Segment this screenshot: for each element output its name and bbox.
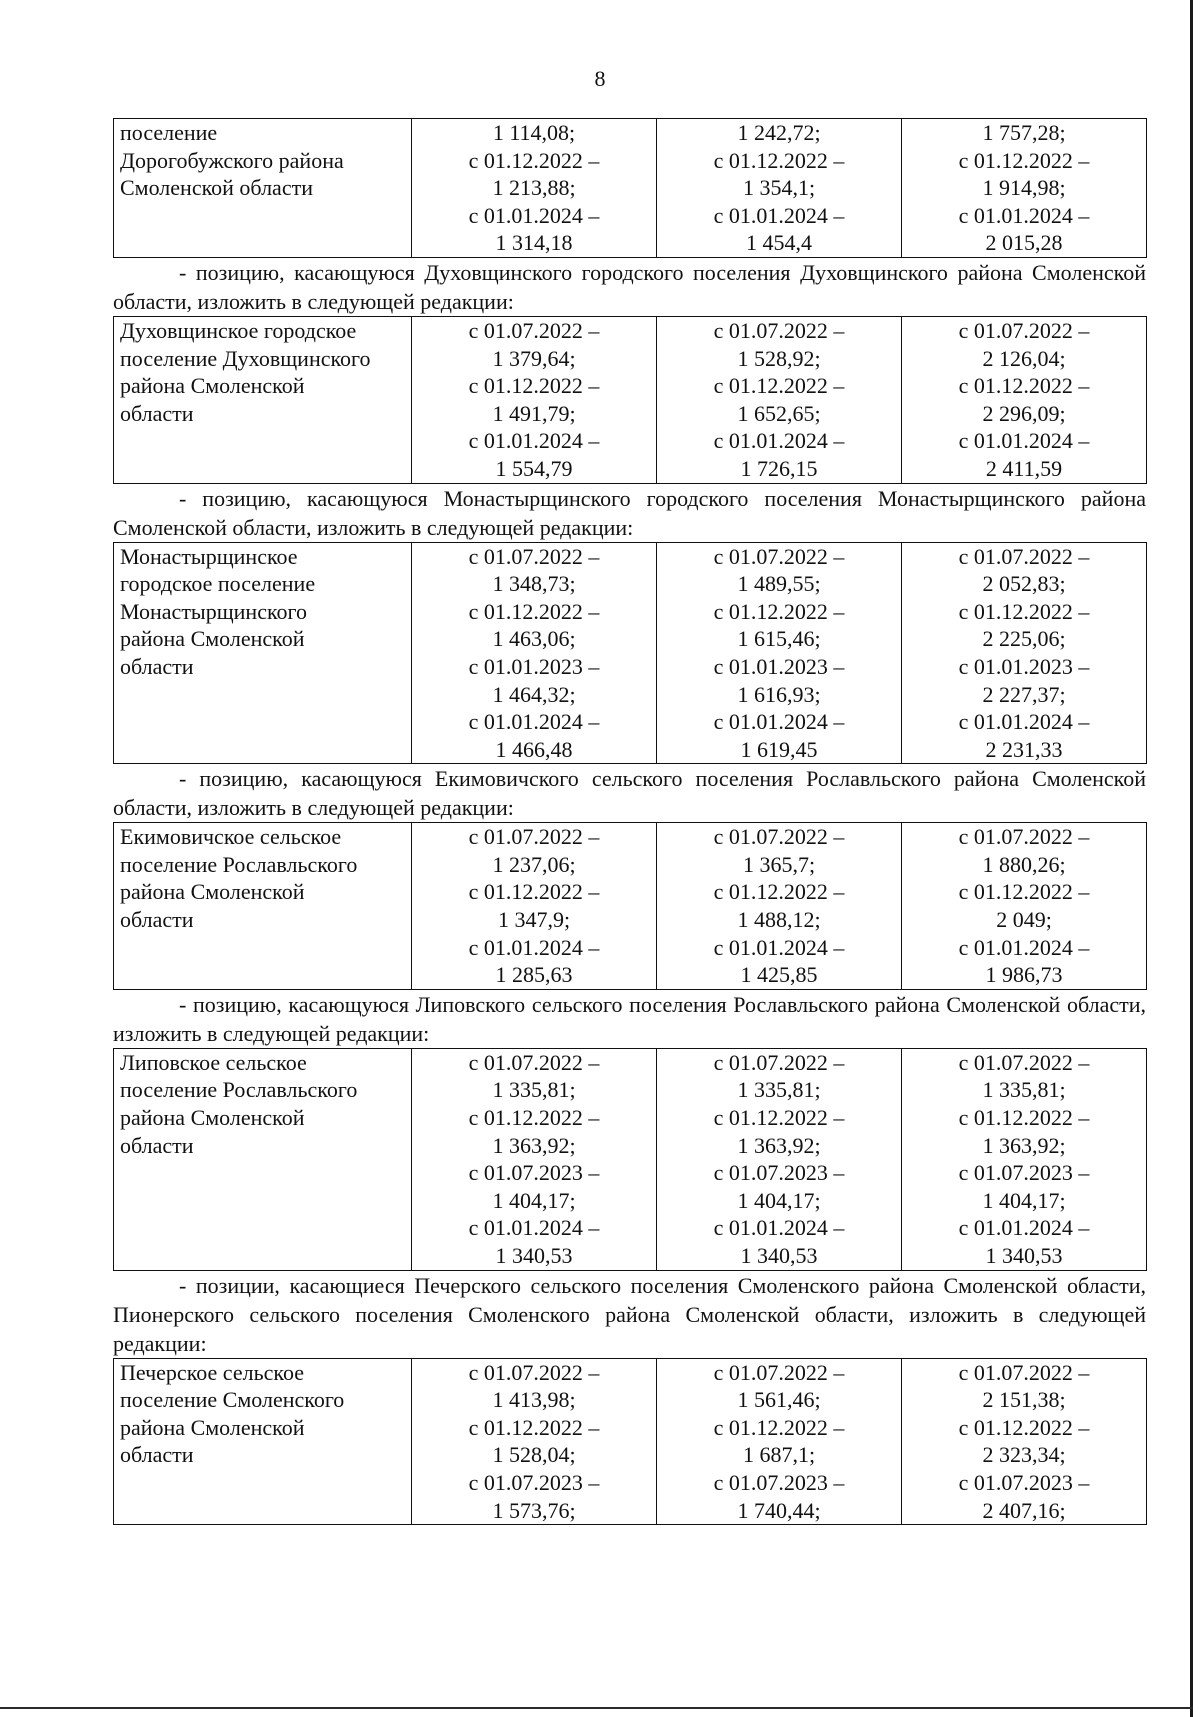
tariff-cell-col-4: [902, 316, 1147, 483]
tariff-value-line: 1 413,98;: [492, 1387, 576, 1413]
tariff-value-line: с 01.07.2022 –: [468, 317, 600, 343]
tariff-value-line: 1 489,55;: [737, 571, 821, 597]
tariff-value-line: с 01.01.2024 –: [468, 709, 600, 735]
tariff-value-line: 1 986,73: [985, 962, 1063, 988]
tariff-value-line: с 01.01.2024 –: [713, 428, 845, 454]
tariff-value-line: 1 914,98;: [982, 175, 1066, 201]
tariff-value-line: 1 880,26;: [982, 851, 1066, 877]
tariff-value-line: с 01.01.2024 –: [958, 428, 1090, 454]
tariff-value-line: с 01.07.2023 –: [713, 1160, 845, 1186]
tariff-value-line: с 01.01.2024 –: [468, 934, 600, 960]
tariff-value-line: с 01.01.2023 –: [468, 653, 600, 679]
tariff-value-line: с 01.12.2022 –: [958, 1414, 1090, 1440]
tariff-table: [113, 542, 1147, 765]
tariff-value-line: 1 285,63: [495, 962, 573, 988]
tariff-value-line: 1 404,17;: [492, 1187, 576, 1213]
tariff-value-line: 1 404,17;: [737, 1187, 821, 1213]
tariff-cell-col-2: [412, 542, 657, 764]
tariff-value-line: 2 296,09;: [982, 400, 1066, 426]
tariff-value-line: 1 615,46;: [737, 626, 821, 652]
tariff-value-line: 1 340,53: [740, 1243, 818, 1268]
tariff-value-line: 1 652,65;: [737, 400, 821, 426]
tariff-value-line: 2 225,06;: [982, 626, 1066, 652]
tariff-value-line: с 01.12.2022 –: [713, 1414, 845, 1440]
tariff-cell-col-3: [657, 316, 902, 483]
tariff-value-line: 1 237,06;: [492, 851, 576, 877]
tariff-value-line: с 01.01.2024 –: [713, 202, 845, 228]
tariff-value-line: с 01.12.2022 –: [468, 598, 600, 624]
amendment-paragraph: - позицию, касающуюся Липовского сельского поселения Рославльского района Смоленской области, изложить в следующей редакции:: [113, 991, 1146, 1046]
tariff-value-line: 2 151,38;: [982, 1387, 1066, 1413]
tariff-value-line: с 01.07.2023 –: [713, 1469, 845, 1495]
tariff-value-line: 2 052,83;: [982, 571, 1066, 597]
settlement-name-line: Дорогобужского района: [120, 147, 344, 173]
tariff-cell-col-4: [902, 119, 1147, 258]
tariff-value-line: с 01.12.2022 –: [468, 879, 600, 905]
table-row: [114, 1358, 1147, 1525]
settlement-name-cell: [114, 823, 412, 990]
tariff-value-line: 1 463,06;: [492, 626, 576, 652]
tariff-value-line: 1 340,53: [495, 1243, 573, 1268]
amendment-paragraph: - позицию, касающуюся Екимовичского сельского поселения Рославльского района Смоленской области, изложить в следующей редакции:: [113, 766, 1146, 821]
tariff-value-line: 2 049;: [996, 907, 1052, 933]
tariff-value-line: с 01.12.2022 –: [468, 1105, 600, 1131]
tariff-value-line: 1 454,4: [746, 230, 812, 256]
tariff-value-line: с 01.01.2023 –: [713, 653, 845, 679]
tariff-value-line: 1 213,88;: [492, 175, 576, 201]
amendment-paragraph: - позиции, касающиеся Печерского сельского поселения Смоленского района Смоленской области, Пионерского сельского поселения Смоленского района Смоленской области, изложить в следующей редакции:: [113, 1272, 1146, 1356]
tariff-value-line: с 01.12.2022 –: [713, 1105, 845, 1131]
tariff-value-line: с 01.07.2022 –: [958, 317, 1090, 343]
page-edge-right: [1190, 0, 1193, 1717]
tariff-value-line: с 01.07.2022 –: [713, 543, 845, 569]
tariff-value-line: 1 347,9;: [497, 907, 571, 933]
settlement-name-line: Смоленской области: [120, 175, 313, 201]
settlement-name-line: области: [120, 907, 194, 933]
tariff-value-line: с 01.12.2022 –: [468, 147, 600, 173]
tariff-value-line: 1 379,64;: [492, 345, 576, 371]
settlement-name-cell: [114, 1048, 412, 1270]
tariff-value-line: с 01.01.2024 –: [958, 709, 1090, 735]
tariff-cell-col-3: [657, 1048, 902, 1270]
tariff-value-line: 1 314,18: [495, 230, 573, 256]
tariff-cell-col-4: [902, 823, 1147, 990]
tariff-table: [113, 1358, 1147, 1526]
tariff-value-line: с 01.12.2022 –: [713, 879, 845, 905]
tariff-value-line: 1 404,17;: [982, 1187, 1066, 1213]
settlement-name-line: поселение Смоленского: [120, 1387, 345, 1413]
tariff-value-line: с 01.01.2024 –: [958, 202, 1090, 228]
settlement-name-line: Екимовичское сельское: [120, 824, 342, 850]
settlement-name-line: области: [120, 653, 194, 679]
tariff-value-line: с 01.12.2022 –: [958, 1105, 1090, 1131]
settlement-name-line: поселение Духовщинского: [120, 345, 371, 371]
tariff-value-line: с 01.07.2022 –: [713, 1049, 845, 1075]
tariff-value-line: с 01.07.2022 –: [958, 824, 1090, 850]
tariff-value-line: 1 464,32;: [492, 681, 576, 707]
settlement-name-cell: [114, 542, 412, 764]
tariff-value-line: с 01.07.2022 –: [958, 543, 1090, 569]
tariff-value-line: 1 740,44;: [737, 1497, 821, 1523]
tariff-value-line: с 01.07.2022 –: [468, 1359, 600, 1385]
amendment-paragraph: - позицию, касающуюся Монастырщинского городского поселения Монастырщинского района Смоленской области, изложить в следующей редакции:: [113, 485, 1146, 540]
settlement-name-line: области: [120, 400, 194, 426]
settlement-name-line: городское поселение: [120, 571, 316, 597]
settlement-name-line: области: [120, 1442, 194, 1468]
settlement-name-line: Печерское сельское: [120, 1359, 304, 1385]
settlement-name-line: Духовщинское городское: [120, 317, 357, 343]
tariff-value-line: 2 126,04;: [982, 345, 1066, 371]
tariff-value-line: 1 491,79;: [492, 400, 576, 426]
tariff-cell-col-2: [412, 316, 657, 483]
settlement-name-cell: [114, 316, 412, 483]
tariff-cell-col-2: [412, 1048, 657, 1270]
tariff-value-line: 1 335,81;: [737, 1077, 821, 1103]
tariff-value-line: 1 348,73;: [492, 571, 576, 597]
tariff-cell-col-4: [902, 1358, 1147, 1525]
tariff-value-line: с 01.12.2022 –: [468, 373, 600, 399]
tariff-value-line: с 01.07.2023 –: [958, 1160, 1090, 1186]
tariff-value-line: с 01.07.2022 –: [958, 1359, 1090, 1385]
tariff-value-line: 1 757,28;: [982, 120, 1066, 145]
tariff-value-line: с 01.12.2022 –: [958, 373, 1090, 399]
tariff-value-line: 1 335,81;: [982, 1077, 1066, 1103]
settlement-name-line: Липовское сельское: [120, 1049, 307, 1075]
tariff-value-line: 1 425,85: [740, 962, 818, 988]
tariff-value-line: 2 015,28: [985, 230, 1063, 256]
tariff-value-line: 1 573,76;: [492, 1497, 576, 1523]
tariff-table: [113, 316, 1147, 484]
tariff-value-line: 1 466,48: [495, 736, 573, 762]
tariff-cell-col-2: [412, 823, 657, 990]
tariff-value-line: с 01.07.2022 –: [958, 1049, 1090, 1075]
tariff-value-line: с 01.01.2024 –: [958, 1215, 1090, 1241]
tariff-value-line: 1 114,08;: [492, 120, 576, 145]
tariff-cell-col-2: [412, 1358, 657, 1525]
tariff-value-line: с 01.07.2023 –: [468, 1469, 600, 1495]
table-row: [114, 119, 1147, 258]
tariff-table: [113, 1048, 1147, 1271]
tariff-value-line: 1 619,45: [740, 736, 818, 762]
settlement-name-line: области: [120, 1132, 194, 1158]
page-edge-bottom: [0, 1707, 1193, 1709]
tariff-value-line: с 01.01.2024 –: [713, 934, 845, 960]
tariff-value-line: с 01.12.2022 –: [713, 598, 845, 624]
tariff-value-line: 2 323,34;: [982, 1442, 1066, 1468]
tariff-value-line: 2 411,59: [985, 455, 1063, 481]
tariff-value-line: 1 354,1;: [742, 175, 816, 201]
tariff-value-line: 1 687,1;: [742, 1442, 816, 1468]
tariff-value-line: с 01.07.2022 –: [713, 1359, 845, 1385]
table-row: [114, 1048, 1147, 1270]
tariff-value-line: с 01.12.2022 –: [958, 598, 1090, 624]
tariff-cell-col-4: [902, 1048, 1147, 1270]
settlement-name-line: Монастырщинского: [120, 598, 308, 624]
tariff-value-line: с 01.12.2022 –: [713, 373, 845, 399]
tariff-value-line: с 01.07.2022 –: [713, 317, 845, 343]
tariff-value-line: 1 554,79: [495, 455, 573, 481]
table-row: [114, 542, 1147, 764]
tariff-value-line: 1 528,04;: [492, 1442, 576, 1468]
tariff-value-line: 1 363,92;: [982, 1132, 1066, 1158]
table-row: [114, 316, 1147, 483]
settlement-name-line: поселение: [120, 120, 218, 145]
tariff-value-line: 1 340,53: [985, 1243, 1063, 1268]
tariff-value-line: с 01.01.2024 –: [958, 934, 1090, 960]
tariff-cell-col-3: [657, 823, 902, 990]
tariff-value-line: 1 488,12;: [737, 907, 821, 933]
tariff-value-line: 1 528,92;: [737, 345, 821, 371]
tariff-value-line: 1 363,92;: [737, 1132, 821, 1158]
tariff-value-line: 1 616,93;: [737, 681, 821, 707]
tariff-value-line: с 01.01.2024 –: [713, 1215, 845, 1241]
tariff-value-line: с 01.07.2023 –: [958, 1469, 1090, 1495]
tariff-cell-col-3: [657, 542, 902, 764]
tariff-value-line: с 01.07.2022 –: [468, 1049, 600, 1075]
tariff-value-line: с 01.12.2022 –: [958, 147, 1090, 173]
tariff-cell-col-3: [657, 119, 902, 258]
tariff-value-line: с 01.07.2023 –: [468, 1160, 600, 1186]
tariff-value-line: 1 242,72;: [737, 120, 821, 145]
tariff-value-line: с 01.07.2022 –: [468, 543, 600, 569]
tariff-value-line: с 01.12.2022 –: [468, 1414, 600, 1440]
tariff-value-line: 1 365,7;: [742, 851, 816, 877]
tariff-value-line: с 01.01.2023 –: [958, 653, 1090, 679]
tariff-value-line: с 01.12.2022 –: [713, 147, 845, 173]
settlement-name-line: Монастырщинское: [120, 543, 298, 569]
tariff-table: [113, 822, 1147, 990]
tariff-value-line: 1 363,92;: [492, 1132, 576, 1158]
tariff-value-line: 1 335,81;: [492, 1077, 576, 1103]
tariff-value-line: 1 726,15: [740, 455, 818, 481]
tariff-value-line: 2 407,16;: [982, 1497, 1066, 1523]
settlement-name-line: поселение Рославльского: [120, 851, 358, 877]
tariff-value-line: с 01.01.2024 –: [713, 709, 845, 735]
settlement-name-line: поселение Рославльского: [120, 1077, 358, 1103]
settlement-name-cell: [114, 119, 412, 258]
settlement-name-line: района Смоленской: [120, 1105, 305, 1131]
amendment-paragraph: - позицию, касающуюся Духовщинского городского поселения Духовщинского района Смоленской области, изложить в следующей редакции:: [113, 259, 1146, 314]
tariff-value-line: с 01.12.2022 –: [958, 879, 1090, 905]
tariff-cell-col-2: [412, 119, 657, 258]
tariff-value-line: 1 561,46;: [737, 1387, 821, 1413]
tariff-cell-col-3: [657, 1358, 902, 1525]
tariff-value-line: с 01.01.2024 –: [468, 202, 600, 228]
settlement-name-line: района Смоленской: [120, 373, 305, 399]
table-row: [114, 823, 1147, 990]
page-number: 8: [594, 66, 606, 91]
document-body: [113, 118, 1146, 1525]
tariff-value-line: 2 231,33: [985, 736, 1063, 762]
settlement-name-line: района Смоленской: [120, 1414, 305, 1440]
tariff-value-line: с 01.07.2022 –: [468, 824, 600, 850]
tariff-value-line: с 01.01.2024 –: [468, 1215, 600, 1241]
settlement-name-line: района Смоленской: [120, 626, 305, 652]
tariff-value-line: с 01.01.2024 –: [468, 428, 600, 454]
tariff-value-line: 2 227,37;: [982, 681, 1066, 707]
settlement-name-line: района Смоленской: [120, 879, 305, 905]
tariff-table: [113, 118, 1147, 258]
tariff-cell-col-4: [902, 542, 1147, 764]
settlement-name-cell: [114, 1358, 412, 1525]
tariff-value-line: с 01.07.2022 –: [713, 824, 845, 850]
